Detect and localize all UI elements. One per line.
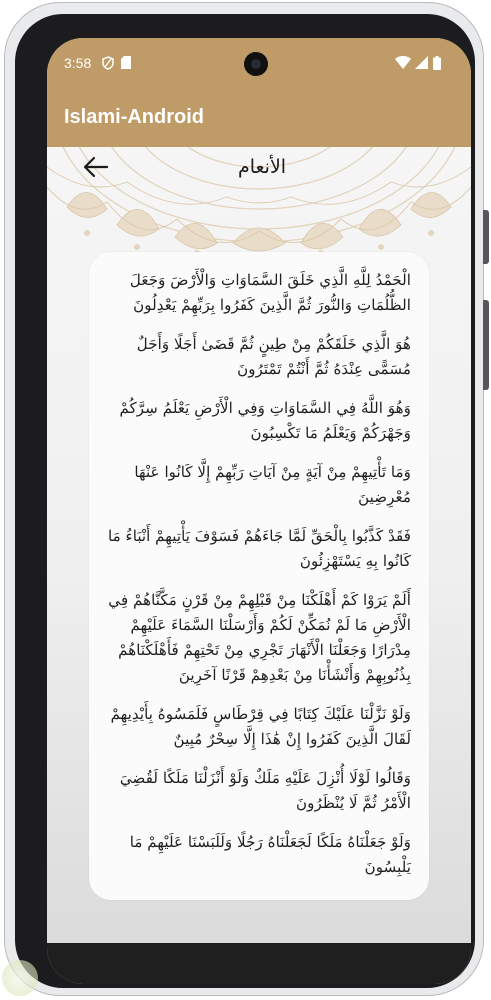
- verse-item: وَهُوَ اللَّهُ فِي السَّمَاوَاتِ وَفِي الْأَرْضِ يَعْلَمُ سِرَّكُمْ وَجَهْرَكُمْ وَيَعْلَمُ مَا تَكْسِبُونَ: [119, 399, 411, 442]
- verses-card[interactable]: [89, 252, 429, 900]
- verse-item: وَقَالُوا لَوْلَا أُنْزِلَ عَلَيْهِ مَلَكٌ وَلَوْ أَنْزَلْنَا مَلَكًا لَقُضِيَ الْأَمْرُ ثُمَّ لَا يُنْظَرُونَ: [119, 769, 411, 812]
- volume-button: [483, 300, 489, 390]
- battery-icon: [433, 56, 441, 73]
- verse-item: وَمَا تَأْتِيهِمْ مِنْ آيَةٍ مِنْ آيَاتِ رَبِّهِمْ إِلَّا كَانُوا عَنْهَا مُعْرِضِينَ: [134, 463, 411, 506]
- back-arrow-icon[interactable]: [83, 156, 113, 180]
- app-title: Islami-Android: [64, 106, 205, 128]
- status-time: 3:58: [64, 55, 92, 71]
- shield-icon: [102, 56, 114, 73]
- verse-item: الْحَمْدُ لِلَّهِ الَّذِي خَلَقَ السَّمَاوَاتِ وَالْأَرْضَ وَجَعَلَ الظُّلُمَاتِ وَالنُّورَ ثُمَّ الَّذِينَ كَفَرُوا بِرَبِّهِمْ يَعْدِلُونَ: [129, 271, 411, 314]
- sura-title: الأنعام: [237, 156, 287, 178]
- verse-item: وَلَوْ جَعَلْنَاهُ مَلَكًا لَجَعَلْنَاهُ رَجُلًا وَلَلَبَسْنَا عَلَيْهِمْ مَا يَلْبِسُونَ: [129, 833, 411, 876]
- wifi-icon: [395, 56, 411, 72]
- front-camera: [244, 52, 268, 76]
- sd-card-icon: [121, 56, 131, 72]
- verse-item: فَقَدْ كَذَّبُوا بِالْحَقِّ لَمَّا جَاءَهُمْ فَسَوْفَ يَأْتِيهِمْ أَنْبَاءُ مَا كَانُوا بِهِ يَسْتَهْزِئُونَ: [107, 527, 411, 570]
- verse-item: هُوَ الَّذِي خَلَقَكُمْ مِنْ طِينٍ ثُمَّ قَضَىٰ أَجَلًا وَأَجَلٌ مُسَمًّى عِنْدَهُ ثُمَّ أَنْتُمْ تَمْتَرُونَ: [136, 335, 411, 378]
- app-bar: [47, 90, 471, 147]
- verse-item: أَلَمْ يَرَوْا كَمْ أَهْلَكْنَا مِنْ قَبْلِهِمْ مِنْ قَرْنٍ مَكَّنَّاهُمْ فِي الْأَرْضِ مَا لَمْ نُمَكِّنْ لَكُمْ وَأَرْسَلْنَا السَّمَاءَ عَلَيْهِمْ مِدْرَارًا وَجَعَلْنَا الْأَنْهَارَ تَجْرِي مِنْ تَحْتِهِمْ فَأَهْلَكْنَاهُمْ بِذُنُوبِهِمْ وَأَنْشَأْنَا مِنْ بَعْدِهِمْ قَرْنًا آخَرِينَ: [108, 591, 411, 684]
- screen: [47, 38, 471, 984]
- system-navigation-bar: [47, 943, 471, 984]
- power-button: [483, 210, 489, 264]
- device-bezel: [15, 14, 475, 988]
- corner-badge: [2, 960, 38, 996]
- status-bar: [47, 38, 471, 90]
- signal-icon: [415, 56, 428, 72]
- verse-item: وَلَوْ نَزَّلْنَا عَلَيْكَ كِتَابًا فِي قِرْطَاسٍ فَلَمَسُوهُ بِأَيْدِيهِمْ لَقَالَ الَّذِينَ كَفَرُوا إِنْ هَٰذَا إِلَّا سِحْرٌ مُبِينٌ: [110, 705, 411, 748]
